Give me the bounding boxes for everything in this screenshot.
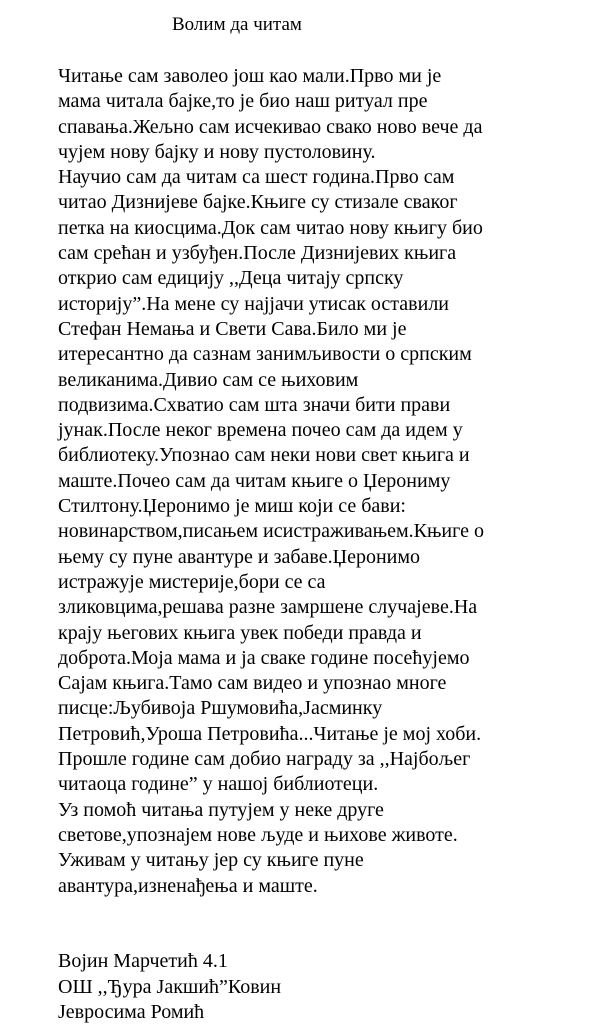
text-line: маште.Почео сам да читам књиге о Џерониму [58,469,451,492]
text-line: чујем нову бајку и нову пустоловину. [58,140,376,163]
text-line: сам срећан и узбуђен.После Дизнијевих књига [58,242,457,265]
text-line: Научио сам да читам са шест година.Прво сам [58,166,455,189]
spacer [58,924,588,949]
text-line: итересантно да сазнам занимљивости о српским [58,343,472,366]
text-line: писце:Љубивоја Ршумовића,Јасминку [58,697,383,720]
text-line: зликовцима,решава разне замршене случајеве.На [58,596,478,619]
essay-body [58,64,588,1025]
text-line: читао Дизнијеве бајке.Књиге су стизале сваког [58,191,458,214]
text-line: Уживам у читању јер су књиге пуне [58,849,364,872]
text-line: новинарством,писањем исистраживањем.Књиге о [58,520,484,543]
text-line: крају његових књига увек победи правда и [58,621,422,644]
text-line: Сајам књига.Тамо сам видео и упознао многе [58,672,447,695]
text-line: истражује мистерије,бори се са [58,570,326,593]
text-line: Прошле године сам добио награду за ,,Најбољег [58,748,471,771]
text-line: читаоца године” у нашој библиотеци. [58,773,379,796]
text-line: Петровић,Уроша Петровића...Читање је мој хоби. [58,722,482,745]
text-line: Стефан Немања и Свети Сава.Било ми је [58,317,407,340]
signature-line: ОШ ,,Ђура Јакшић”Ковин [58,975,282,998]
text-line: Уз помоћ читања путујем у неке друге [58,798,384,821]
text-line: петка на киосцима.Док сам читао нову књигу био [58,216,483,239]
text-line: историју”.На мене су најјачи утисак оставили [58,292,449,315]
text-line: открио сам едицију ,,Деца читају српску [58,267,404,290]
text-line: библиотеку.Упознао сам неки нови свет књига и [58,444,470,467]
signature-line: Јевросима Ромић [58,1000,205,1023]
text-line: јунак.После неког времена почео сам да идем у [58,419,463,442]
text-line: спавања.Жељно сам исчекивао свако ново вече да [58,115,483,138]
spacer [58,899,588,924]
text-line: светове,упознајем нове људе и њихове животе. [58,823,458,846]
text-line: Читање сам заволео још као мали.Прво ми је [58,65,442,87]
text-line: подвизима.Схватио сам шта значи бити прави [58,393,451,416]
text-line: авантура,изненађења и маште. [58,874,318,897]
essay-paragraphs [58,64,588,899]
text-line: Стилтону.Џеронимо је миш који се бави: [58,495,406,518]
signature-block [58,949,588,1025]
text-line: великанима.Дивио сам се њиховим [58,368,359,391]
signature-line: Војин Марчетић 4.1 [58,950,228,973]
document-title: Волим да читам [172,14,302,35]
text-line: доброта.Моја мама и ја сваке године посећујемо [58,646,470,669]
text-line: њему су пуне авантуре и забаве.Џеронимо [58,545,421,568]
text-line: мама читала бајке,то је био наш ритуал пре [58,90,428,113]
